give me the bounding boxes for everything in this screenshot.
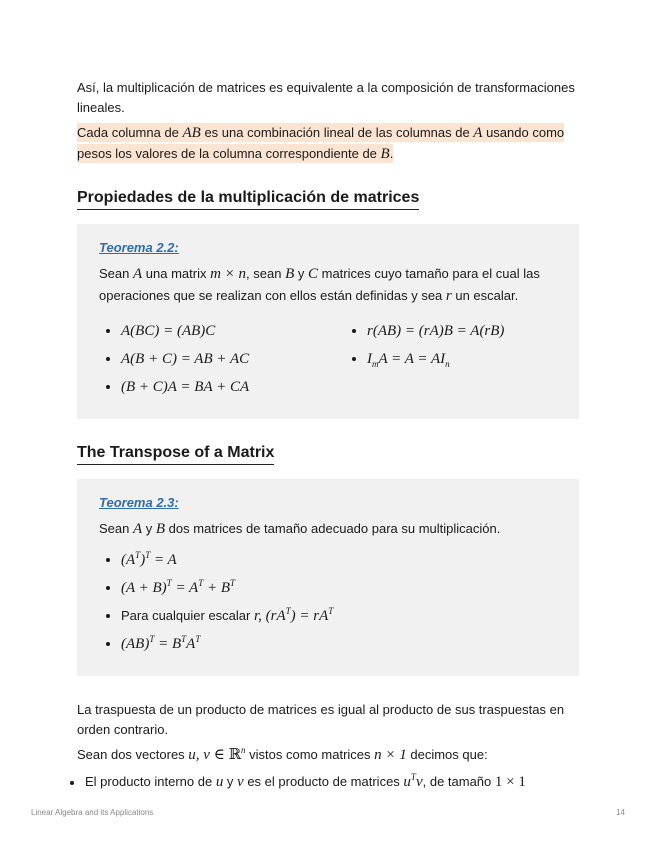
list-item: A(B + C) = AB + AC bbox=[99, 345, 345, 373]
theorem-box-2-2 bbox=[77, 224, 579, 419]
theorem-title[interactable]: Teorema 2.3: bbox=[99, 495, 179, 510]
theorem-title[interactable]: Teorema 2.2: bbox=[99, 240, 179, 255]
properties-right-column bbox=[345, 317, 557, 401]
list-item: (B + C)A = BA + CA bbox=[99, 373, 345, 401]
transpose-properties-list bbox=[99, 546, 557, 658]
section-heading-transpose: The Transpose of a Matrix bbox=[77, 443, 274, 465]
theorem-statement: Sean A y B dos matrices de tamaño adecuado para su multiplicación. bbox=[99, 521, 501, 537]
theorem-properties-list bbox=[99, 317, 557, 401]
list-item: $(A^T)^T = A$ bbox=[99, 546, 557, 574]
list-item: El producto interno de u y v es el producto de matrices $u^Tv$, de tamaño 1 × 1 bbox=[63, 772, 605, 792]
transpose-product-paragraph: La traspuesta de un producto de matrices es igual al producto de sus traspuestas en orden contrario. bbox=[77, 702, 565, 737]
list-item: Para cualquier escalar r, $(rA^T) = rA^T$ bbox=[99, 602, 557, 630]
identity-formula: $I_mA = A = AI_n$ bbox=[367, 351, 450, 369]
footer-book-title: Linear Algebra and its Applications bbox=[31, 808, 154, 817]
list-item bbox=[345, 345, 557, 373]
list-item: r(AB) = (rA)B = A(rB) bbox=[345, 317, 557, 345]
intro-paragraph: Así, la multiplicación de matrices es equivalente a la composición de transformaciones lineales. bbox=[77, 80, 575, 115]
list-item: A(BC) = (AB)C bbox=[99, 317, 345, 345]
page-content bbox=[77, 78, 579, 792]
properties-left-column bbox=[99, 317, 345, 401]
list-item: $(AB)^T = B^TA^T$ bbox=[99, 630, 557, 658]
theorem-box-2-3 bbox=[77, 479, 579, 676]
vectors-paragraph: Sean dos vectores u, v ∈ ℝ$^n$ vistos como matrices n × 1 decimos que: bbox=[77, 745, 488, 763]
highlighted-note: Cada columna de AB es una combinación lineal de las columnas de A usando como pesos los valores de la columna correspondiente de B. bbox=[77, 125, 565, 162]
page-number: 14 bbox=[616, 808, 625, 817]
section-heading-properties: Propiedades de la multiplicación de matrices bbox=[77, 188, 419, 210]
list-item: $(A + B)^T = A^T + B^T$ bbox=[99, 574, 557, 602]
theorem-statement: Sean A una matrix m × n, sean B y C matrices cuyo tamaño para el cual las operaciones que se realizan con ellos están definidas y sea r un escalar. bbox=[99, 266, 540, 304]
inner-product-list bbox=[77, 772, 579, 792]
